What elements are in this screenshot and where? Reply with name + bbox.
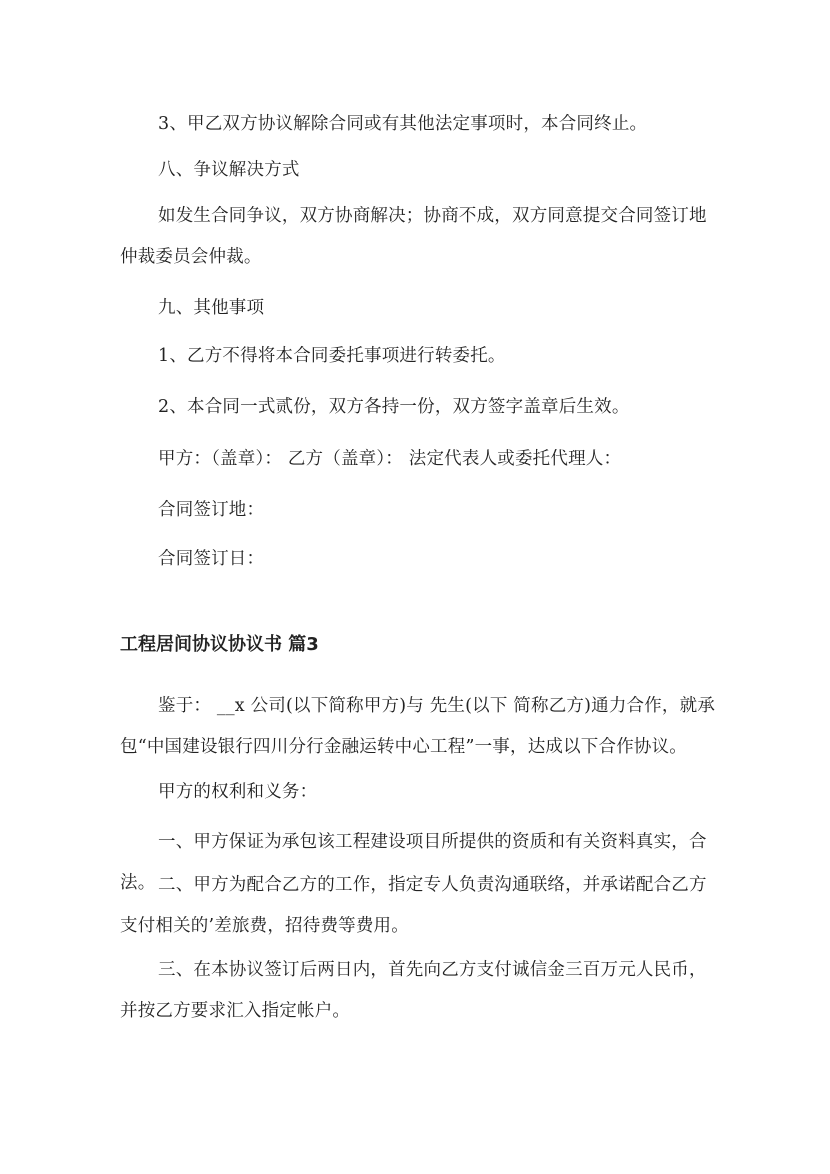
signing-date: 合同签订日：	[158, 549, 265, 569]
signing-place: 合同签订地：	[158, 500, 265, 520]
section-heading: 工程居间协议协议书 篇3	[120, 634, 319, 655]
section-dispute-resolution: 八、争议解决方式	[158, 160, 300, 180]
clause-1: 一、甲方保证为承包该工程建设项目所提供的资质和有关资料真实，合法。	[120, 832, 707, 893]
clause-dispute: 如发生合同争议，双方协商解决；协商不成，双方同意提交合同签订地仲裁委员会仲裁。	[120, 206, 707, 267]
signature-line: 甲方：（盖章）： 乙方（盖章）： 法定代表人或委托代理人：	[158, 449, 622, 469]
clause-no-subcontract: 1、乙方不得将本合同委托事项进行转委托。	[158, 346, 506, 366]
clause-2: 二、甲方为配合乙方的工作，指定专人负责沟通联络，并承诺配合乙方支付相关的’差旅费，招待费等费用。	[120, 875, 707, 936]
preamble: 鉴于： __x 公司(以下简称甲方)与 先生(以下 简称乙方)通力合作，就承包“中国建设银行四川分行金融运转中心工程”一事，达成以下合作协议。	[120, 696, 716, 757]
party-a-rights-heading: 甲方的权利和义务：	[158, 782, 318, 802]
section-other-matters: 九、其他事项	[158, 298, 265, 318]
clause-3: 三、在本协议签订后两日内，首先向乙方支付诚信金三百万元人民币，并按乙方要求汇入指定帐户。	[120, 960, 707, 1021]
clause-termination: 3、甲乙双方协议解除合同或有其他法定事项时，本合同终止。	[158, 114, 648, 134]
clause-copies: 2、本合同一式贰份，双方各持一份，双方签字盖章后生效。	[158, 397, 630, 417]
